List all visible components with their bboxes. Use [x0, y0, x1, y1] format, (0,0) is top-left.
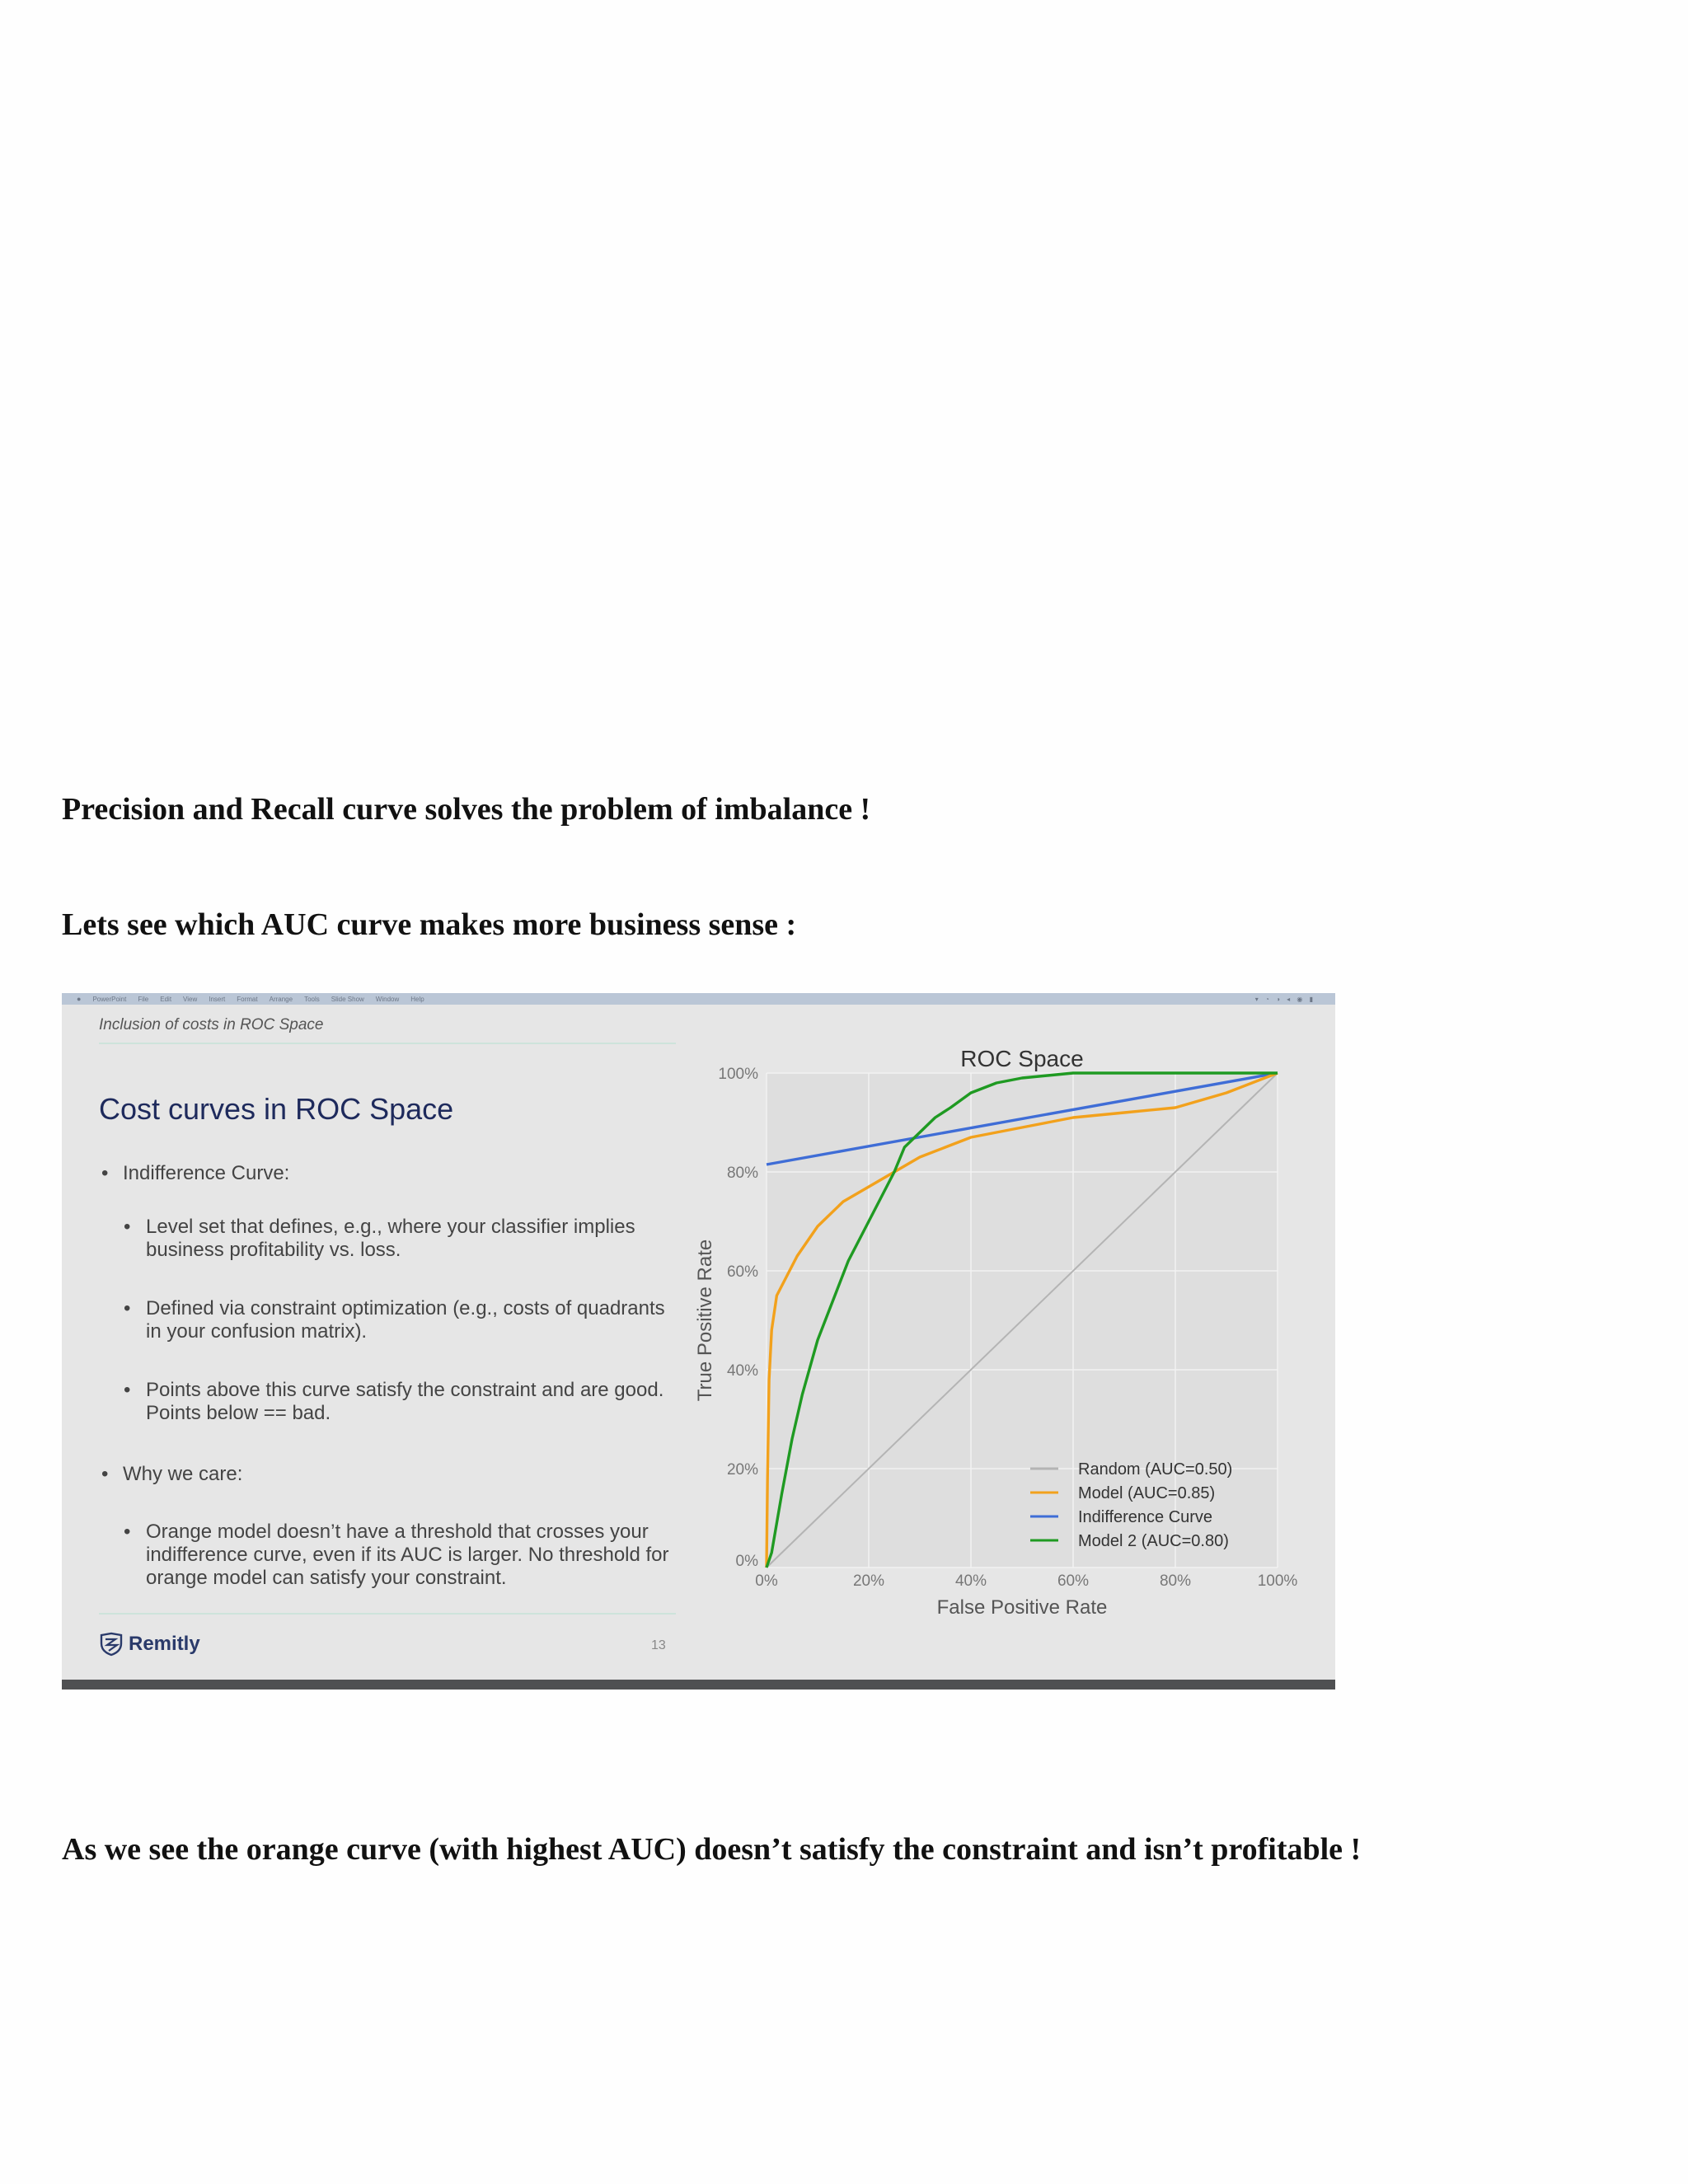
bullet-indifference-curve: • Indifference Curve: — [101, 1162, 290, 1184]
menu-item-view: View — [183, 995, 198, 1003]
heading-auc-business-sense: Lets see which AUC curve makes more business sense : — [62, 907, 797, 942]
x-tick-label: 80% — [1159, 1572, 1192, 1590]
slide-divider-top — [99, 1043, 676, 1044]
legend-label: Model (AUC=0.85) — [1078, 1484, 1216, 1502]
y-tick-label: 40% — [726, 1362, 758, 1380]
menu-item-window: Window — [375, 995, 400, 1003]
menu-item-file: File — [138, 995, 149, 1003]
remitly-shield-icon — [99, 1632, 124, 1657]
bullet-dot: • — [101, 1162, 109, 1184]
y-tick-label: 100% — [718, 1066, 758, 1083]
heading-precision-recall: Precision and Recall curve solves the problem of imbalance ! — [62, 792, 871, 827]
x-tick-label: 40% — [954, 1572, 987, 1590]
remitly-logo — [99, 1632, 200, 1657]
sub-bullet-orange-model: • Orange model doesn’t have a threshold that crosses your indifference curve, even if its AUC is larger. No threshold for orange model can satisfy your constraint. — [124, 1521, 669, 1589]
legend-label: Indifference Curve — [1078, 1508, 1213, 1526]
x-axis-label: False Positive Rate — [936, 1596, 1108, 1619]
heading-orange-curve-conclusion: As we see the orange curve (with highest AUC) doesn’t satisfy the constraint and isn’t profitable ! — [62, 1832, 1362, 1867]
y-tick-label: 60% — [726, 1263, 758, 1281]
menu-item-format: Format — [237, 995, 258, 1003]
sub-bullet-constraint-optimization: • Defined via constraint optimization (e.g., costs of quadrants in your confusion matrix). — [124, 1297, 665, 1343]
remitly-logo-text: Remitly — [129, 1633, 200, 1655]
slide-divider-bottom — [99, 1613, 676, 1615]
sub-bullet-level-set: • Level set that defines, e.g., where your classifier implies business profitability vs. loss. — [124, 1216, 635, 1261]
x-tick-label: 60% — [1057, 1572, 1090, 1590]
bullet-dot: • — [101, 1463, 109, 1485]
y-axis-label: True Positive Rate — [694, 1239, 716, 1402]
bullet-dot: • — [124, 1216, 131, 1238]
bullet-dot: • — [124, 1521, 131, 1543]
menu-bar-status-icons: ▾ ◔ ◑ ◂ ◉ ▮ — [1254, 995, 1315, 1003]
slide-page-number: 13 — [651, 1638, 666, 1652]
x-tick-label: 0% — [755, 1572, 778, 1590]
x-tick-label: 20% — [852, 1572, 885, 1590]
chart-title: ROC Space — [960, 1046, 1084, 1071]
window-bottom-edge — [62, 1680, 1335, 1690]
menu-item-help: Help — [410, 995, 424, 1003]
slide-breadcrumb: Inclusion of costs in ROC Space — [99, 1016, 324, 1033]
bullet-dot: • — [124, 1379, 131, 1401]
y-tick-label: 80% — [726, 1165, 758, 1182]
x-tick-label: 100% — [1257, 1572, 1298, 1590]
menu-item-insert: Insert — [209, 995, 226, 1003]
embedded-slide-screenshot — [62, 993, 1335, 1690]
menu-item-powerpoint: PowerPoint — [92, 995, 127, 1003]
roc-chart — [688, 1018, 1315, 1628]
menu-item-tools: Tools — [304, 995, 320, 1003]
menu-item-edit: Edit — [160, 995, 172, 1003]
slide-title: Cost curves in ROC Space — [99, 1092, 454, 1126]
sub-bullet-points-above: • Points above this curve satisfy the constraint and are good. Points below == bad. — [124, 1379, 664, 1424]
menu-item-arrange: Arrange — [269, 995, 293, 1003]
bullet-dot: • — [124, 1297, 131, 1319]
y-tick-label: 0% — [735, 1553, 758, 1570]
menu-item-slide-show: Slide Show — [331, 995, 364, 1003]
legend-label: Random (AUC=0.50) — [1078, 1460, 1233, 1479]
y-tick-label: 20% — [726, 1461, 758, 1479]
mac-menu-bar — [62, 993, 1335, 1005]
apple-menu-icon: ● — [77, 995, 82, 1003]
legend-label: Model 2 (AUC=0.80) — [1078, 1532, 1229, 1550]
bullet-why-we-care: • Why we care: — [101, 1463, 243, 1485]
